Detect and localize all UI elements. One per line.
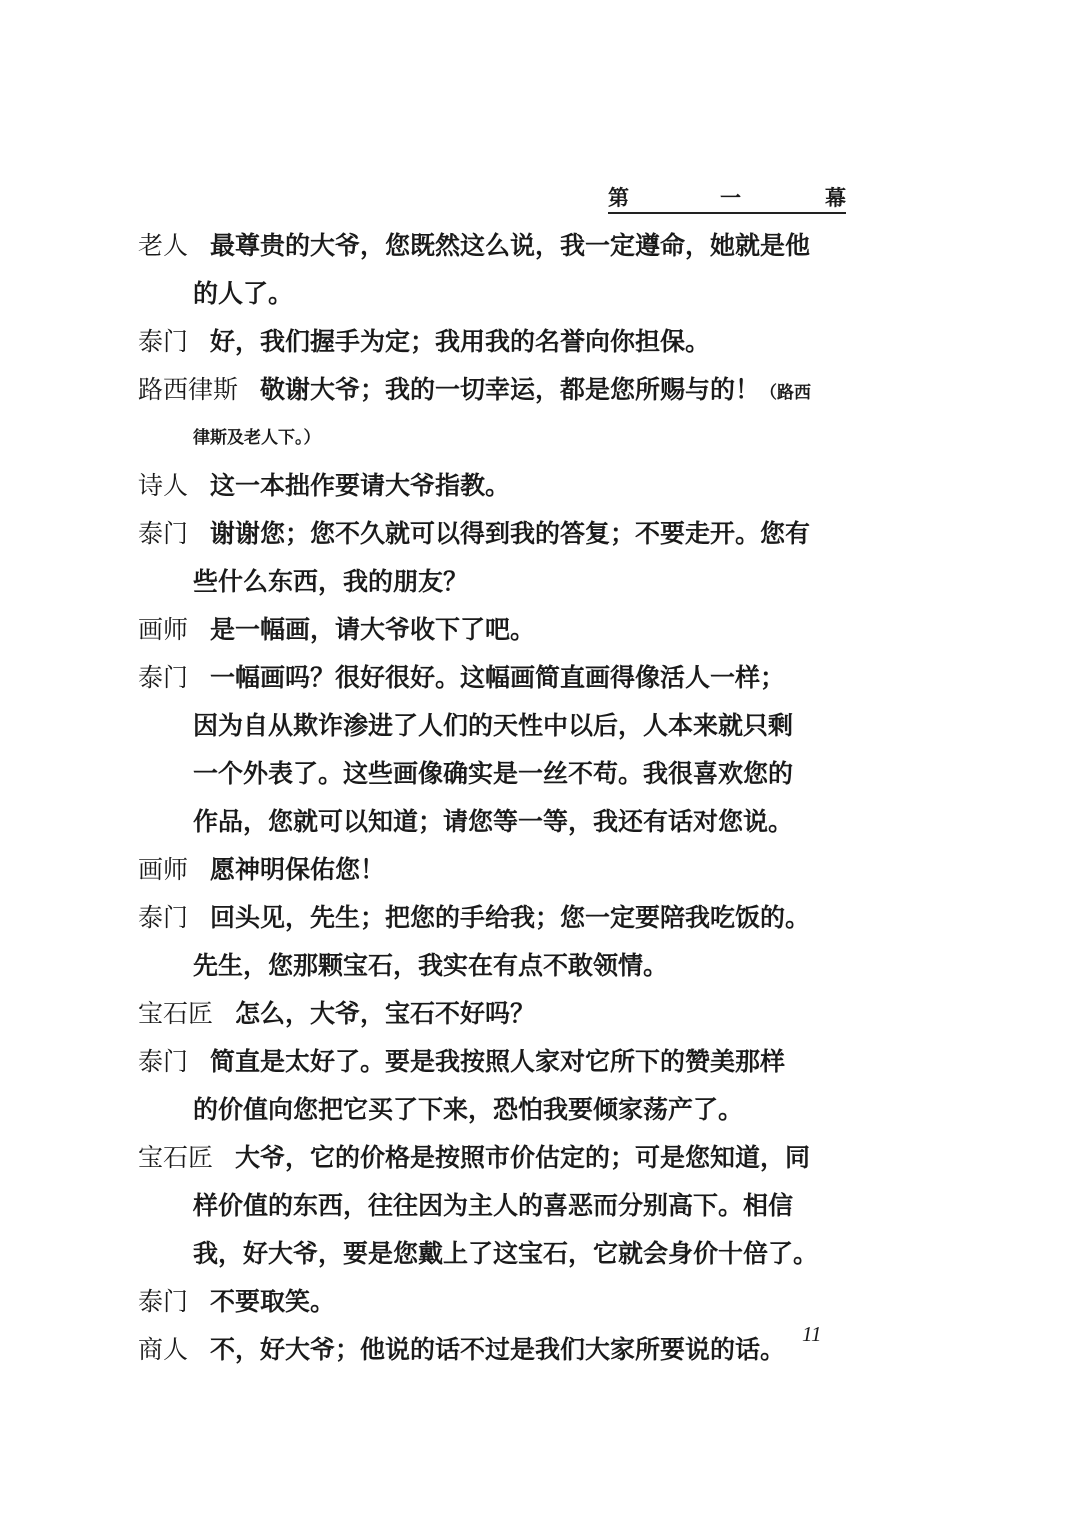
speaker-name: 诗人 [138, 471, 189, 500]
script-line [138, 654, 850, 702]
page-number: 11 [802, 1322, 822, 1346]
script-line [138, 1086, 850, 1134]
script-line [138, 1278, 850, 1326]
script-line [138, 750, 850, 798]
running-head [608, 182, 846, 214]
script-line [138, 606, 850, 654]
speech-text: 敬谢大爷；我的一切幸运，都是您所赐与的！ [260, 375, 761, 404]
speech-text: 因为自从欺诈渗进了人们的天性中以后，人本来就只剩 [193, 711, 794, 740]
speaker-name: 泰门 [138, 1047, 189, 1076]
speech-text: 不要取笑。 [210, 1287, 336, 1316]
running-head-part-1: 第 [608, 185, 629, 210]
speech-text: 好，我们握手为定；我用我的名誉向你担保。 [210, 327, 711, 356]
speaker-name: 泰门 [138, 903, 189, 932]
speech-text: 不，好大爷；他说的话不过是我们大家所要说的话。 [210, 1335, 786, 1364]
speech-text: 回头见，先生；把您的手给我；您一定要陪我吃饭的。 [210, 903, 811, 932]
speech-text: 简直是太好了。要是我按照人家对它所下的赞美那样 [210, 1047, 786, 1076]
speech-text: 是一幅画，请大爷收下了吧。 [210, 615, 536, 644]
script-line [138, 558, 850, 606]
speaker-name: 泰门 [138, 327, 189, 356]
script-line [138, 222, 850, 270]
speech-text: 这一本拙作要请大爷指教。 [210, 471, 511, 500]
script-line [138, 462, 850, 510]
speaker-name: 路西律斯 [138, 375, 239, 404]
script-line [138, 366, 850, 414]
speaker-name: 泰门 [138, 519, 189, 548]
stage-direction: 律斯及老人下。） [193, 428, 321, 448]
script-line [138, 1230, 850, 1278]
script-line [138, 990, 850, 1038]
speech-text: 样价值的东西，往往因为主人的喜恶而分别高下。相信 [193, 1191, 794, 1220]
speaker-name: 画师 [138, 615, 189, 644]
script-line [138, 846, 850, 894]
script-line [138, 1134, 850, 1182]
script-line [138, 1182, 850, 1230]
speech-text: 最尊贵的大爷，您既然这么说，我一定遵命，她就是他 [210, 231, 811, 260]
speech-text: 怎么，大爷，宝石不好吗？ [235, 999, 536, 1028]
running-head-part-3: 幕 [825, 185, 846, 210]
script-body [138, 222, 850, 1374]
speaker-name: 宝石匠 [138, 999, 214, 1028]
script-line [138, 702, 850, 750]
script-line [138, 510, 850, 558]
script-line [138, 942, 850, 990]
speech-text: 大爷，它的价格是按照市价估定的；可是您知道，同 [235, 1143, 811, 1172]
speech-text: 先生，您那颗宝石，我实在有点不敢领情。 [193, 951, 669, 980]
script-line [138, 1038, 850, 1086]
speech-text: 的价值向您把它买了下来，恐怕我要倾家荡产了。 [193, 1095, 744, 1124]
speaker-name: 泰门 [138, 663, 189, 692]
speech-text: 一个外表了。这些画像确实是一丝不苟。我很喜欢您的 [193, 759, 794, 788]
speaker-name: 商人 [138, 1335, 189, 1364]
speaker-name: 泰门 [138, 1287, 189, 1316]
script-line [138, 414, 850, 462]
speaker-name: 画师 [138, 855, 189, 884]
speaker-name: 老人 [138, 231, 189, 260]
speech-text: 些什么东西，我的朋友？ [193, 567, 469, 596]
speech-text: 的人了。 [193, 279, 294, 308]
script-line [138, 798, 850, 846]
speaker-name: 宝石匠 [138, 1143, 214, 1172]
script-line [138, 270, 850, 318]
script-line [138, 1326, 850, 1374]
script-line [138, 894, 850, 942]
speech-text: 作品，您就可以知道；请您等一等，我还有话对您说。 [193, 807, 794, 836]
speech-text: 一幅画吗？很好很好。这幅画简直画得像活人一样； [210, 663, 786, 692]
running-head-part-2: 一 [720, 185, 741, 210]
script-line [138, 318, 850, 366]
speech-text: 我，好大爷，要是您戴上了这宝石，它就会身价十倍了。 [193, 1239, 819, 1268]
speech-text: 愿神明保佑您！ [210, 855, 386, 884]
stage-direction: （路西 [760, 383, 812, 403]
speech-text: 谢谢您；您不久就可以得到我的答复；不要走开。您有 [210, 519, 811, 548]
